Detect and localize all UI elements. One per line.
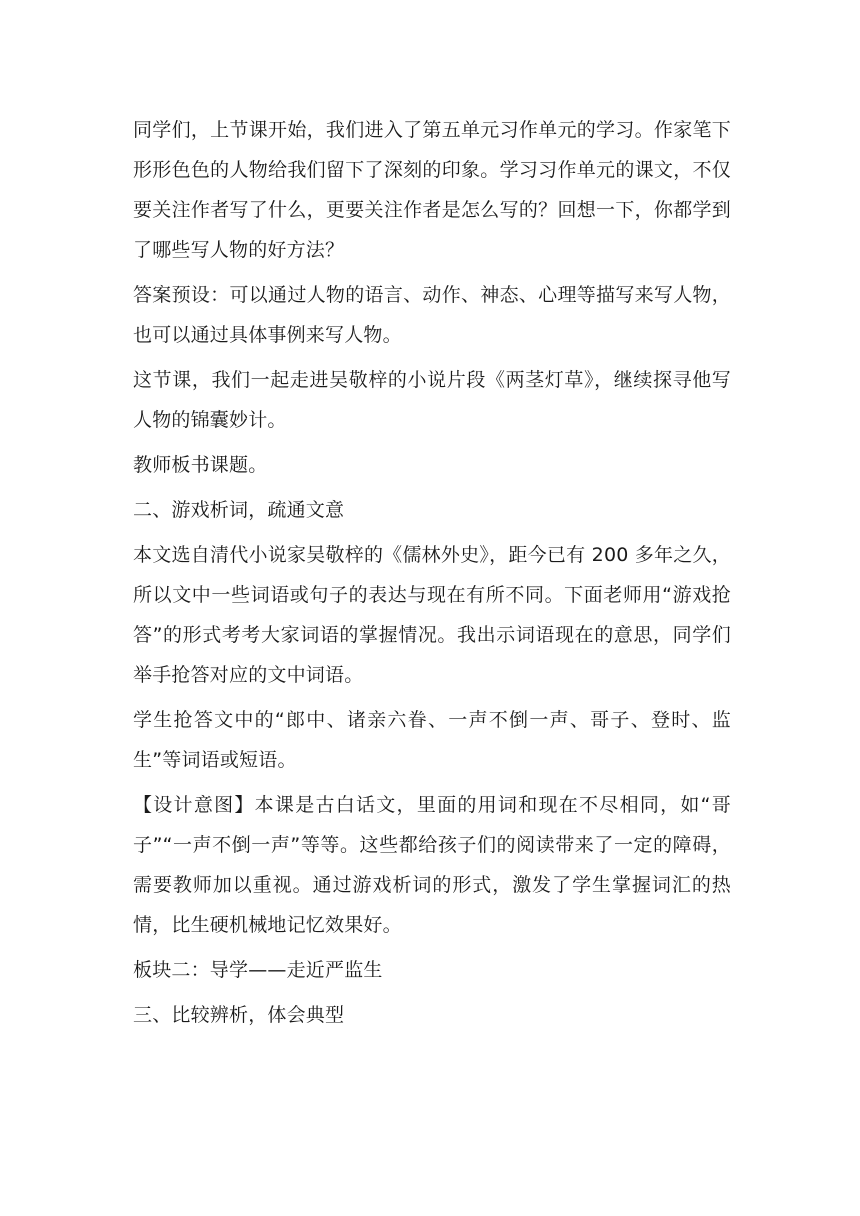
lesson-intro-paragraph: 这节课，我们一起走进吴敬梓的小说片段《两茎灯草》，继续探寻他写人物的锦囊妙计。: [133, 369, 731, 431]
document-body: [133, 110, 731, 1040]
source-paragraph: 本文选自清代小说家吴敬梓的《儒林外史》，距今已有 200 多年之久，所以文中一些词语或句子的表达与现在有所不同。下面老师用“游戏抢答”的形式考考大家词语的掌握情况。我出示词语现在的意思，同学们举手抢答对应的文中词语。: [133, 544, 731, 686]
board-title-note: 教师板书课题。: [133, 454, 268, 476]
student-answer-paragraph: 学生抢答文中的“郎中、诸亲六眷、一声不倒一声、哥子、登时、监生”等词语或短语。: [133, 709, 731, 771]
answer-preset-paragraph: 答案预设：可以通过人物的语言、动作、神态、心理等描写来写人物，也可以通过具体事例来写人物。: [133, 284, 731, 346]
intro-paragraph: 同学们，上节课开始，我们进入了第五单元习作单元的学习。作家笔下形形色色的人物给我们留下了深刻的印象。学习习作单元的课文，不仅要关注作者写了什么，更要关注作者是怎么写的？回想一下，你都学到了哪些写人物的好方法？: [133, 119, 731, 261]
design-intent-paragraph: 【设计意图】本课是古白话文，里面的用词和现在不尽相同，如“哥子”“一声不倒一声”等等。这些都给孩子们的阅读带来了一定的障碍，需要教师加以重视。通过游戏析词的形式，激发了学生掌握词汇的热情，比生硬机械地记忆效果好。: [133, 794, 731, 936]
section-heading-2: 二、游戏析词，疏通文意: [133, 499, 345, 521]
section-heading-3: 三、比较辨析，体会典型: [133, 1004, 345, 1026]
block-heading-2: 板块二：导学——走近严监生: [133, 959, 383, 981]
